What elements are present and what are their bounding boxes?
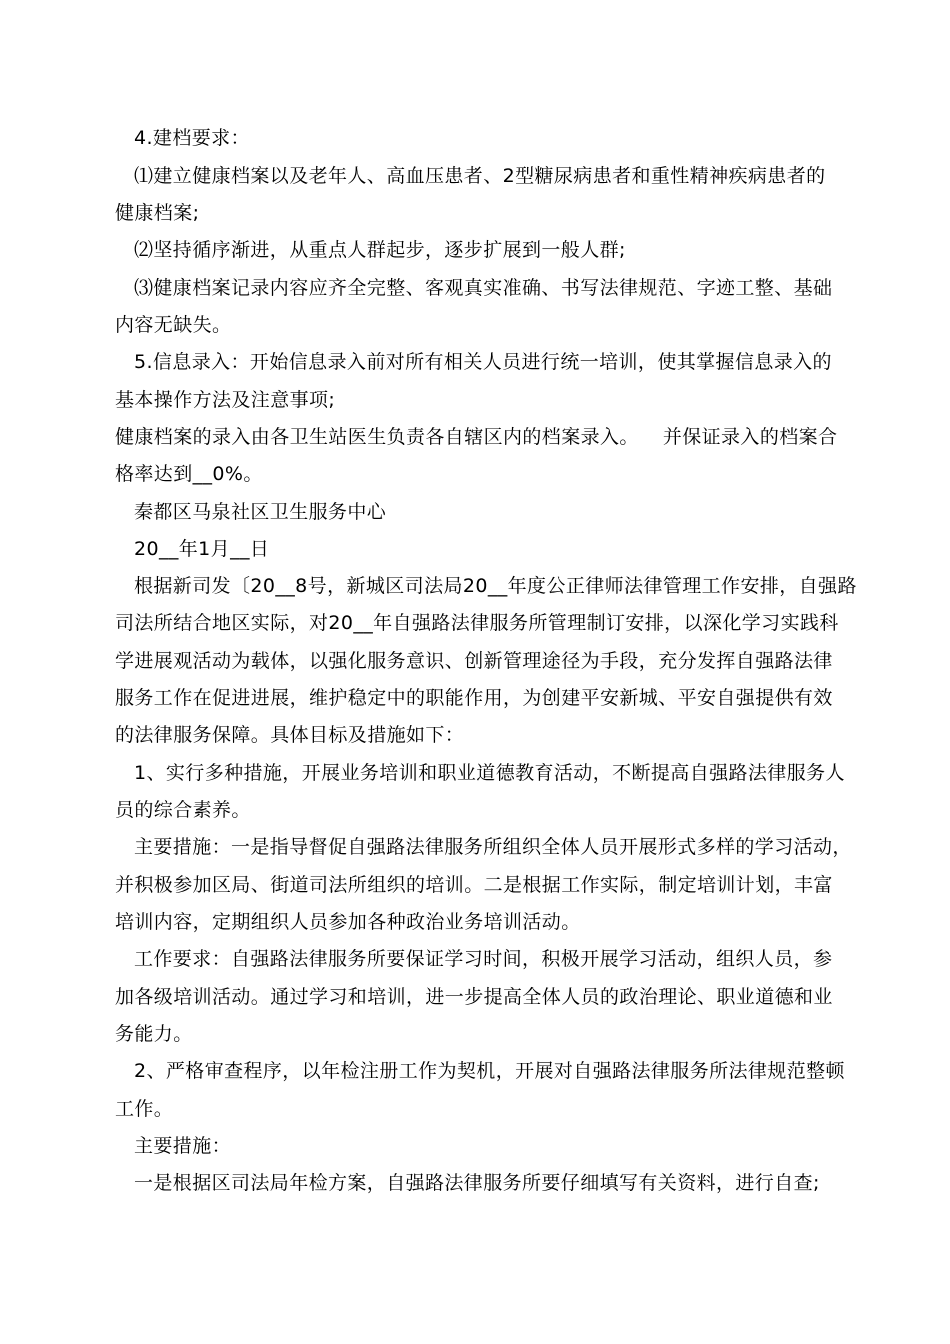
paragraph-line: 内容无缺失。 [115,314,232,336]
paragraph-line: 加各级培训活动。通过学习和培训，进一步提高全体人员的政治理论、职业道德和业 [115,986,833,1008]
paragraph-line: 根据新司发〔20__8号，新城区司法局20__年度公正律师法律管理工作安排，自强路 [134,575,857,597]
paragraph-line: 学进展观活动为载体，以强化服务意识、创新管理途径为手段，充分发挥自强路法律 [115,650,833,672]
paragraph-line: 员的综合素养。 [115,799,251,821]
text-segment: 健康档案的录入由各卫生站医生负责各自辖区内的档案录入。 [115,426,639,448]
paragraph-line: ⑶健康档案记录内容应齐全完整、客观真实准确、书写法律规范、字迹工整、基础 [134,277,833,299]
paragraph-line: 主要措施：一是指导督促自强路法律服务所组织全体人员开展形式多样的学习活动， [134,836,852,858]
paragraph-line: 工作要求：自强路法律服务所要保证学习时间，积极开展学习活动，组织人员，参 [134,948,833,970]
section-heading-filing: 4.建档要求： [134,127,250,149]
paragraph-line: 并积极参加区局、街道司法所组织的培训。二是根据工作实际，制定培训计划，丰富 [115,874,833,896]
paragraph-line: 培训内容，定期组织人员参加各种政治业务培训活动。 [115,911,581,933]
paragraph-line [115,425,837,449]
paragraph-line: 1、实行多种措施，开展业务培训和职业道德教育活动，不断提高自强路法律服务人 [134,762,845,784]
paragraph-line: 务能力。 [115,1023,193,1045]
paragraph-line: ⑴建立健康档案以及老年人、高血压患者、2型糖尿病患者和重性精神疾病患者的 [134,165,826,187]
paragraph-line: 健康档案; [115,202,200,224]
paragraph-line: 2、严格审查程序，以年检注册工作为契机，开展对自强路法律服务所法律规范整顿 [134,1060,845,1082]
text-segment: 并保证录入的档案合 [662,426,838,448]
date-line: 20__年1月__日 [134,538,270,560]
paragraph-line: 一是根据区司法局年检方案，自强路法律服务所要仔细填写有关资料，进行自查; [134,1172,820,1194]
paragraph-line: 工作。 [115,1098,174,1120]
paragraph-line: 主要措施： [134,1135,232,1157]
paragraph-line: 服务工作在促进进展，维护稳定中的职能作用，为创建平安新城、平安自强提供有效 [115,687,833,709]
paragraph-line: 的法律服务保障。具体目标及措施如下： [115,724,465,746]
section-heading-data-entry: 5.信息录入：开始信息录入前对所有相关人员进行统一培训，使其掌握信息录入的 [134,351,832,373]
paragraph-line: 格率达到__0%。 [115,463,263,485]
organization-signature: 秦都区马泉社区卫生服务中心 [134,501,387,523]
paragraph-line: 司法所结合地区实际，对20__年自强路法律服务所管理制订安排，以深化学习实践科 [115,612,839,634]
paragraph-line: ⑵坚持循序渐进，从重点人群起步，逐步扩展到一般人群; [134,239,626,261]
paragraph-line: 基本操作方法及注意事项; [115,389,336,411]
